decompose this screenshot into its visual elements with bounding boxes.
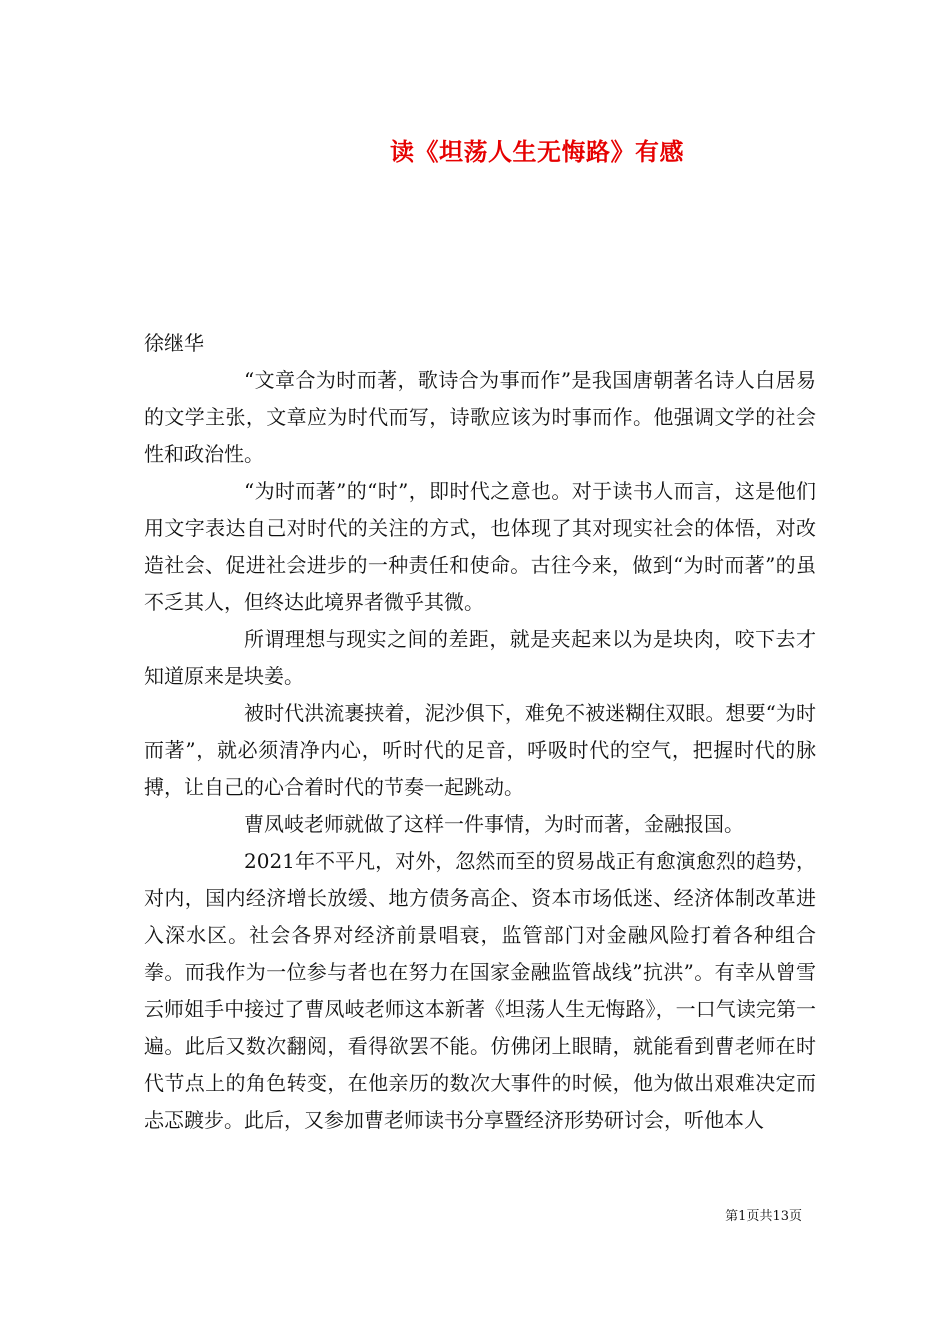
paragraph: 曹凤岐老师就做了这样一件事情，为时而著，金融报国。 [244,812,744,836]
document-body [144,325,816,1139]
author-name: 徐继华 [144,331,204,355]
paragraph: 被时代洪流裹挟着，泥沙俱下，难免不被迷糊住双眼。想要“为时而著”，就必须清净内心，听时代的足音，呼吸时代的空气，把握时代的脉搏，让自己的心合着时代的节奏一起跳动。 [144,701,816,799]
page-number-footer: 第1页共13页 [725,1209,802,1224]
document-title: 读《坦荡人生无悔路》有感 [390,137,684,166]
paragraph: “为时而著”的“时”，即时代之意也。对于读书人而言，这是他们用文字表达自己对时代的关注的方式，也体现了其对现实社会的体悟，对改造社会、促进社会进步的一种责任和使命。古往今来，做到“为时而著”的虽不乏其人，但终达此境界者微乎其微。 [144,479,816,614]
paragraph: 所谓理想与现实之间的差距，就是夹起来以为是块肉，咬下去才知道原来是块姜。 [144,627,816,688]
paragraph: “文章合为时而著，歌诗合为事而作”是我国唐朝著名诗人白居易的文学主张，文章应为时代而写，诗歌应该为时事而作。他强调文学的社会性和政治性。 [144,368,816,466]
paragraph: 2021年不平凡，对外，忽然而至的贸易战正有愈演愈烈的趋势，对内，国内经济增长放缓、地方债务高企、资本市场低迷、经济体制改革进入深水区。社会各界对经济前景唱衰，监管部门对金融风险打着各种组合拳。而我作为一位参与者也在努力在国家金融监管战线”抗洪”。有幸从曾雪云师姐手中接过了曹凤岐老师这本新著《坦荡人生无悔路》，一口气读完第一遍。此后又数次翻阅，看得欲罢不能。仿佛闭上眼睛，就能看到曹老师在时代节点上的角色转变，在他亲历的数次大事件的时候，他为做出艰难决定而忐忑踱步。此后，又参加曹老师读书分享暨经济形势研讨会，听他本人 [144,849,816,1132]
